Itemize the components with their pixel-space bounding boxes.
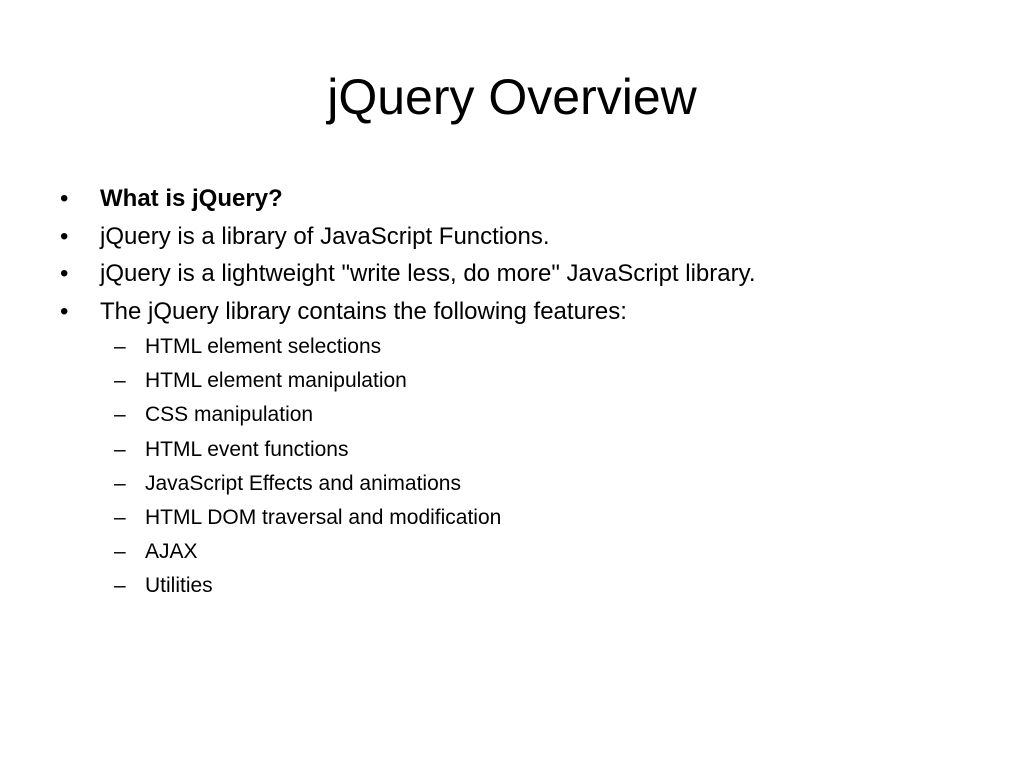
feature-text: HTML element selections [145,335,382,358]
feature-text: HTML element manipulation [145,369,407,393]
feature-item [60,364,980,398]
bullet-marker: • [60,222,69,250]
sub-bullet-marker: – [114,540,126,564]
feature-item [60,535,980,569]
feature-item [60,569,980,603]
sub-bullet-marker: – [114,506,126,530]
bullet-text: The jQuery library contains the following features: [100,297,627,325]
sub-bullet-marker: – [114,369,126,393]
bullet-text: jQuery is a lightweight "write less, do more" JavaScript library. [100,260,756,287]
sub-bullet-marker: – [114,574,126,598]
feature-list [60,330,980,604]
feature-text: Utilities [145,574,213,598]
feature-item [60,467,980,501]
feature-item [60,433,980,467]
sub-bullet-marker: – [114,403,126,427]
feature-list-container [60,330,980,604]
feature-text: JavaScript Effects and animations [145,471,461,495]
bullet-list [60,180,980,604]
bullet-marker: • [60,185,69,212]
feature-text: CSS manipulation [145,403,314,427]
bullet-marker: • [60,297,69,325]
bullet-text: jQuery is a library of JavaScript Functions. [100,222,550,250]
bullet-item [60,218,980,256]
bullet-item [60,255,980,293]
bullet-item [60,293,980,331]
feature-item [60,398,980,432]
sub-bullet-marker: – [114,471,126,495]
bullet-item [60,180,980,218]
feature-item [60,501,980,535]
feature-item [60,330,980,364]
sub-bullet-marker: – [114,437,126,461]
slide-title: jQuery Overview [327,69,697,125]
feature-text: HTML event functions [145,437,349,461]
bullet-text: What is jQuery? [100,185,283,212]
feature-text: AJAX [145,540,198,564]
feature-text: HTML DOM traversal and modification [145,506,502,530]
sub-bullet-marker: – [114,335,126,358]
bullet-marker: • [60,260,69,287]
